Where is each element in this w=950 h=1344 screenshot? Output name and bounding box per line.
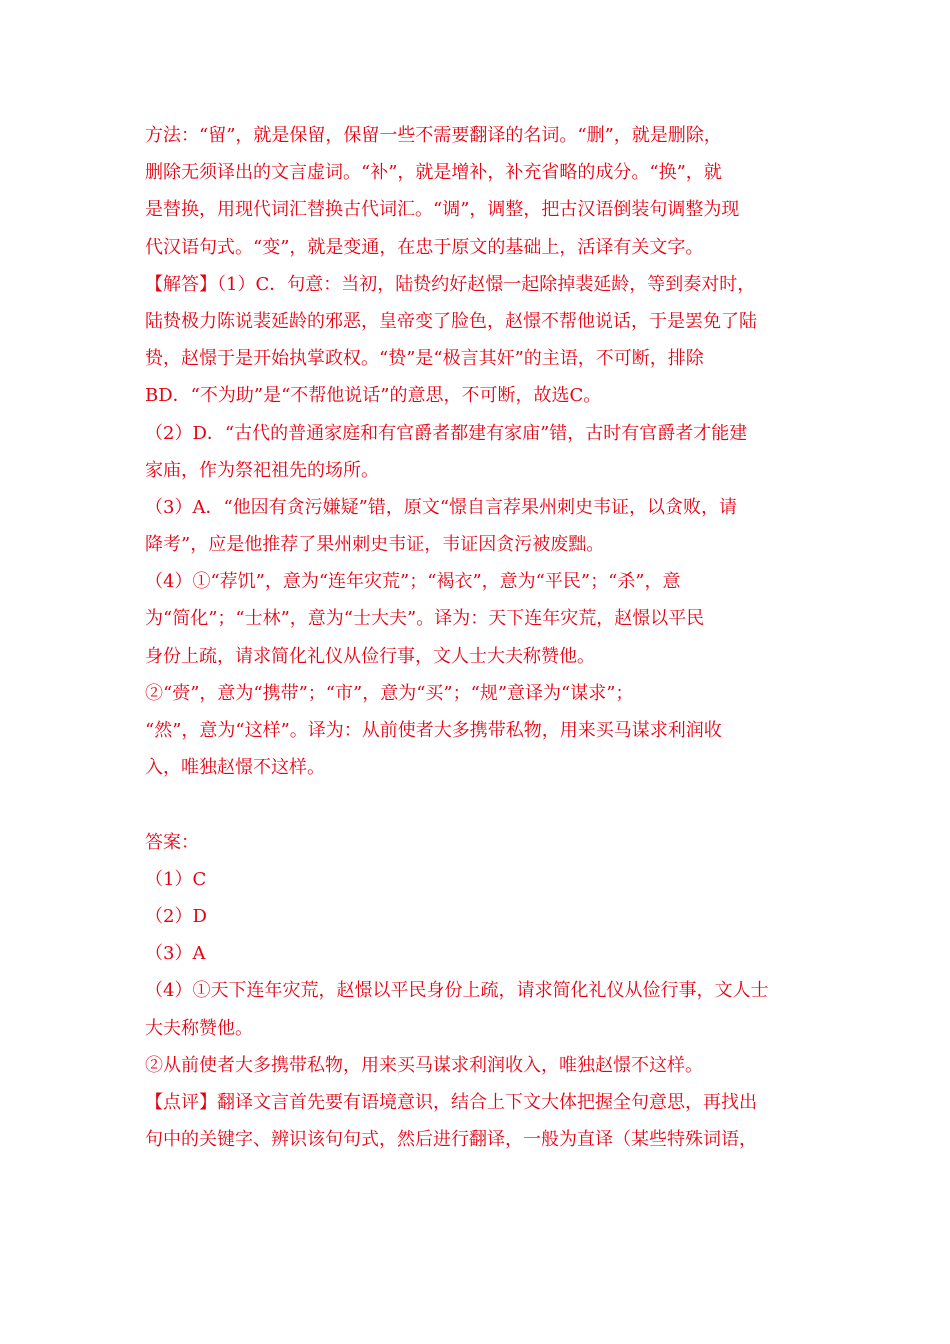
document-page — [145, 117, 810, 1158]
text-line: 降考”，应是他推荐了果州刺史韦证，韦证因贪污被废黜。 — [145, 534, 605, 556]
text-line: 贽，赵憬于是开始执掌政权。“贽”是“极言其奸”的主语，不可断，排除 — [145, 348, 704, 370]
text-line: （3）A — [145, 943, 206, 965]
text-line: 身份上疏，请求简化礼仪从俭行事，文人士大夫称赞他。 — [145, 645, 595, 667]
method-paragraph — [145, 117, 810, 266]
answer-section — [145, 824, 810, 1084]
comment-section — [145, 1084, 810, 1158]
text-line: 是替换，用现代词汇替换古代词汇。“调”，调整，把古汉语倒装句调整为现 — [145, 199, 740, 221]
text-line: （4）①“荐饥”，意为“连年灾荒”；“褐衣”，意为“平民”；“杀”，意 — [145, 571, 681, 593]
text-line: ②“赍”，意为“携带”；“市”，意为“买”；“规”意译为“谋求”； — [145, 682, 634, 704]
blank-line — [145, 786, 810, 823]
text-line: （2）D．“古代的普通家庭和有官爵者都建有家庙”错，古时有官爵者才能建 — [145, 422, 748, 444]
text-line: 家庙，作为祭祀祖先的场所。 — [145, 459, 379, 481]
text-line: BD．“不为助”是“不帮他说话”的意思，不可断，故选C。 — [145, 385, 602, 407]
text-line: ②从前使者大多携带私物，用来买马谋求利润收入，唯独赵憬不这样。 — [145, 1054, 703, 1076]
text-line: 为“简化”；“士林”，意为“士大夫”。译为：天下连年灾荒，赵憬以平民 — [145, 608, 705, 630]
text-line: 删除无须译出的文言虚词。“补”，就是增补，补充省略的成分。“换”，就 — [145, 162, 722, 184]
text-line: 【解答】（1）C．句意：当初，陆贽约好赵憬一起除掉裴延龄，等到奏对时， — [145, 273, 756, 295]
text-line: 代汉语句式。“变”，就是变通，在忠于原文的基础上，活译有关文字。 — [145, 236, 704, 258]
text-line: 方法：“留”，就是保留，保留一些不需要翻译的名词。“删”，就是删除， — [145, 125, 722, 146]
text-line: 句中的关键字、辨识该句句式，然后进行翻译，一般为直译（某些特殊词语， — [145, 1129, 757, 1151]
analysis-section — [145, 266, 810, 787]
text-line: （2）D — [145, 905, 207, 927]
text-line: （1）C — [145, 868, 207, 890]
text-line: 答案： — [145, 831, 199, 853]
text-line: 【点评】翻译文言首先要有语境意识，结合上下文大体把握全句意思，再找出 — [145, 1091, 757, 1113]
text-line: 入，唯独赵憬不这样。 — [145, 757, 325, 779]
text-line: “然”，意为“这样”。译为：从前使者大多携带私物，用来买马谋求利润收 — [145, 720, 722, 741]
text-line: （3）A．“他因有贪污嫌疑”错，原文“憬自言荐果州刺史韦证，以贪败，请 — [145, 496, 738, 518]
text-line: （4）①天下连年灾荒，赵憬以平民身份上疏，请求简化礼仪从俭行事，文人士 — [145, 980, 769, 1002]
text-line: 陆贽极力陈说裴延龄的邪恶，皇帝变了脸色，赵憬不帮他说话，于是罢免了陆 — [145, 310, 757, 332]
text-line: 大夫称赞他。 — [145, 1017, 253, 1039]
